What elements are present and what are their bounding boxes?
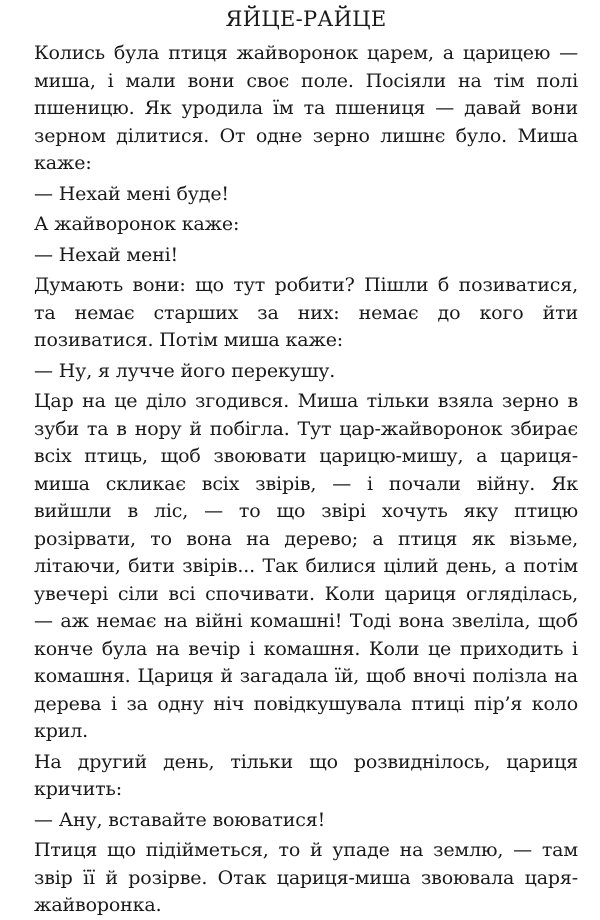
paragraph-9: — Ану, вставайте воюватися!: [34, 808, 326, 831]
paragraph-10: Птиця що підійметься, то й упаде на землю, — там звір її й розірве. Отак цариця-миша звоювала царя-жайворонка.: [34, 839, 578, 916]
story-title: ЯЙЦЕ-РАЙЦЕ: [225, 7, 387, 31]
paragraph-4: — Нехай мені!: [34, 243, 179, 266]
paragraph-2: — Нехай мені буде!: [34, 182, 229, 205]
paragraph-7: Цар на це діло згодився. Миша тільки взяла зерно в зуби та в нору й побігла. Тут цар-жайворонок збирає всіх птиць, щоб звоювати царицю-мишу, а цариця-миша скликає всіх звірів, — і почали війну. Як вийшли в ліс, — то що звірі хочуть яку птицю розірвати, то вона на дерево; а птиця як візьме, літаючи, бити звірів... Так билися цілий день, а потім увечері сіли всі спочивати. Коли цариця огляділась, — аж немає на війні комашні! Тоді вона звеліла, щоб конче була на вечір і комашня. Коли це приходить і комашня. Цариця й загадала їй, щоб вночі полізла на дерева і за одну ніч повідкушувала птиці пір’я коло крил.: [34, 390, 578, 742]
paragraph-3: А жайворонок каже:: [34, 213, 240, 235]
paragraph-5: Думають вони: що тут робити? Пішли б позиватися, та немає старших за них: немає до кого йти позиватися. Потім миша каже:: [34, 274, 578, 351]
paragraph-8: На другий день, тільки що розвиднілось, цариця кричить:: [34, 750, 578, 800]
paragraph-6: — Ну, я лучче його перекушу.: [34, 359, 336, 382]
paragraph-1: Колись була птиця жайворонок царем, а царицею — миша, і мали вони своє поле. Посіяли на тім полі пшеницю. Як уродила їм та пшениця — давай вони зерном ділитися. От одне зерно лишнє було. Миша каже:: [34, 42, 578, 174]
